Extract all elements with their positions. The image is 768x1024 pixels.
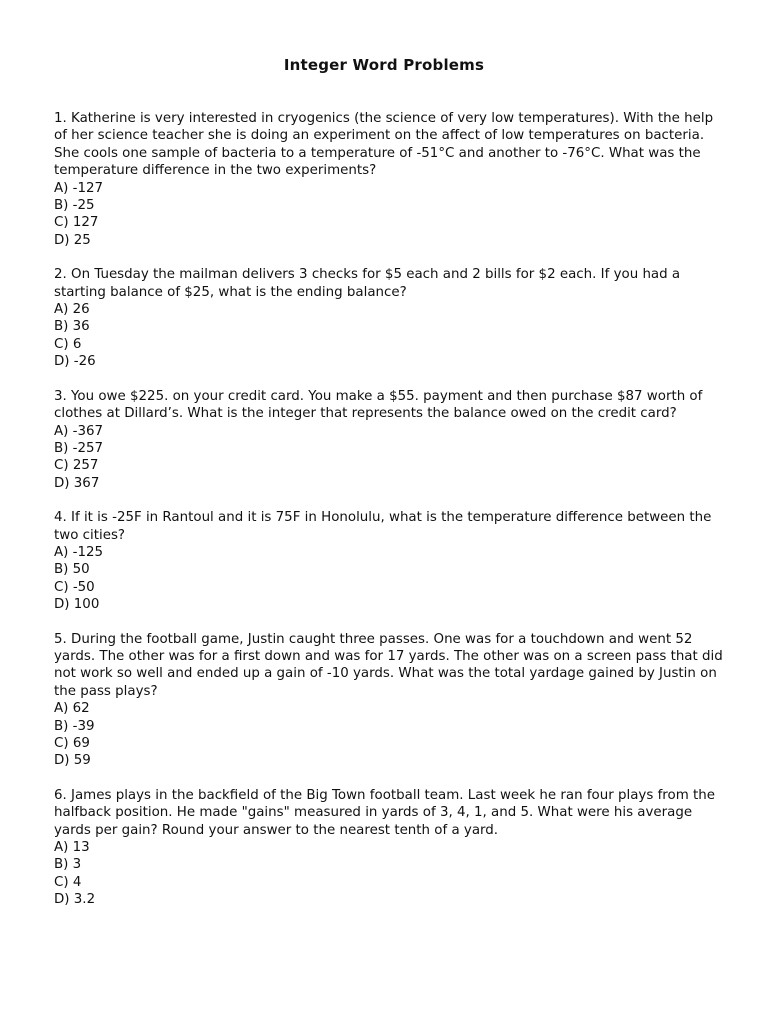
option-c: C) 257 — [54, 458, 99, 474]
answer-options — [54, 544, 724, 614]
option-c: C) -50 — [54, 579, 95, 595]
answer-options — [54, 301, 724, 371]
page-title: Integer Word Problems — [283, 56, 485, 74]
problem-2 — [54, 266, 724, 370]
option-d: D) 367 — [54, 475, 100, 491]
answer-options — [54, 180, 724, 250]
option-d: D) 100 — [54, 597, 100, 613]
option-a: A) -125 — [54, 544, 104, 560]
option-d: D) 59 — [54, 753, 91, 769]
option-a: A) -127 — [54, 180, 104, 196]
option-b: B) -257 — [54, 440, 104, 456]
problem-4 — [54, 509, 724, 613]
question-text: 1. Katherine is very interested in cryogenics (the science of very low temperatures). With the help of her science teacher she is doing an experiment on the affect of low temperatures on bacteria. She cools one sample of bacteria to a temperature of -51°C and another to -76°C. What was the temperature difference in the two experiments? — [54, 111, 714, 179]
answer-options — [54, 423, 724, 493]
option-a: A) 13 — [54, 840, 90, 856]
option-d: D) -26 — [54, 354, 96, 370]
question-text: 3. You owe $225. on your credit card. You make a $55. payment and then purchase $87 worth of clothes at Dillard’s. What is the integer that represents the balance owed on the credit card? — [54, 388, 703, 422]
problem-3 — [54, 388, 724, 492]
option-c: C) 4 — [54, 874, 82, 890]
option-c: C) 127 — [54, 215, 99, 231]
option-c: C) 69 — [54, 736, 90, 751]
question-text: 4. If it is -25F in Rantoul and it is 75F in Honolulu, what is the temperature difference between the two cities? — [54, 510, 712, 543]
option-b: B) 50 — [54, 562, 90, 578]
option-b: B) -25 — [54, 198, 95, 214]
question-text: 2. On Tuesday the mailman delivers 3 checks for $5 each and 2 bills for $2 each. If you had a starting balance of $25, what is the ending balance? — [54, 267, 681, 300]
question-text: 5. During the football game, Justin caught three passes. One was for a touchdown and went 52 yards. The other was for a first down and was for 17 yards. The other was on a screen pass that did not work so well and ended up a gain of -10 yards. What was the total yardage gained by Justin on the pass plays? — [54, 631, 723, 699]
problem-1 — [54, 110, 724, 249]
option-b: B) 3 — [54, 857, 82, 873]
answer-options — [54, 839, 724, 909]
option-d: D) 25 — [54, 232, 91, 248]
question-text: 6. James plays in the backfield of the Big Town football team. Last week he ran four plays from the halfback position. He made "gains" measured in yards of 3, 4, 1, and 5. What were his average yards per gain? Round your answer to the nearest tenth of a yard. — [54, 787, 715, 838]
problem-5 — [54, 631, 724, 770]
option-b: B) -39 — [54, 718, 95, 734]
answer-options — [54, 700, 724, 770]
option-a: A) 62 — [54, 701, 90, 717]
option-d: D) 3.2 — [54, 892, 96, 908]
problem-6 — [54, 787, 724, 909]
problem-list — [54, 110, 724, 926]
option-c: C) 6 — [54, 336, 82, 352]
option-a: A) 26 — [54, 302, 90, 318]
option-a: A) -367 — [54, 423, 104, 439]
option-b: B) 36 — [54, 319, 90, 335]
